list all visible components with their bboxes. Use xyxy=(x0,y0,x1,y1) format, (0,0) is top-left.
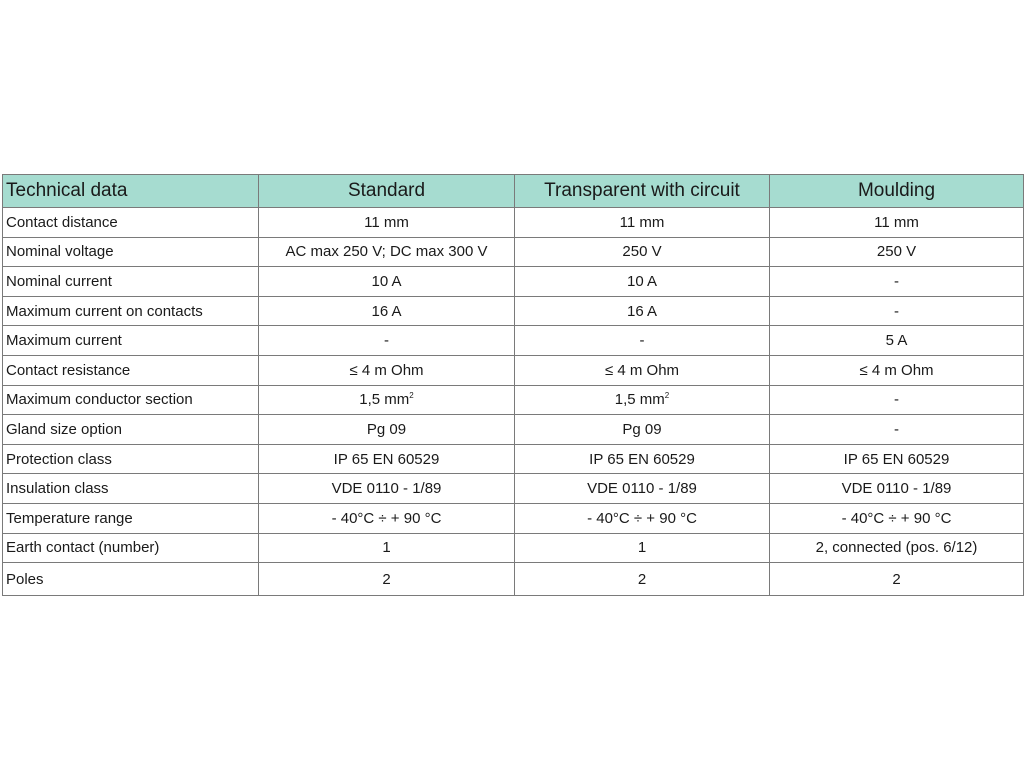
cell-standard: AC max 250 V; DC max 300 V xyxy=(259,237,515,267)
table-row xyxy=(3,444,1024,474)
cell-transparent-with-circuit: ≤ 4 m Ohm xyxy=(515,355,770,385)
cell-moulding: 5 A xyxy=(770,326,1024,356)
cell-standard: 16 A xyxy=(259,296,515,326)
cell-standard: VDE 0110 - 1/89 xyxy=(259,474,515,504)
cell-standard: 10 A xyxy=(259,267,515,297)
cell-transparent-with-circuit: - xyxy=(515,326,770,356)
table-row xyxy=(3,326,1024,356)
cell-label: Temperature range xyxy=(3,503,259,533)
cell-label: Maximum current xyxy=(3,326,259,356)
superscript-two: 2 xyxy=(409,391,414,401)
header-moulding: Moulding xyxy=(770,175,1024,208)
header-transparent-with-circuit: Transparent with circuit xyxy=(515,175,770,208)
cell-transparent-with-circuit: IP 65 EN 60529 xyxy=(515,444,770,474)
cell-moulding: - xyxy=(770,385,1024,415)
table-row xyxy=(3,563,1024,596)
cell-transparent-with-circuit: 1,5 $mm^2$ xyxy=(515,385,770,415)
cell-moulding: IP 65 EN 60529 xyxy=(770,444,1024,474)
cell-transparent-with-circuit: 10 A xyxy=(515,267,770,297)
cell-standard: 2 xyxy=(259,563,515,596)
cell-transparent-with-circuit: 11 mm xyxy=(515,208,770,238)
table-row xyxy=(3,355,1024,385)
cell-label: Maximum conductor section xyxy=(3,385,259,415)
table-row xyxy=(3,296,1024,326)
cell-moulding: - 40°C ÷ + 90 °C xyxy=(770,503,1024,533)
table-row xyxy=(3,503,1024,533)
cell-standard: IP 65 EN 60529 xyxy=(259,444,515,474)
cell-standard: 1,5 $mm^2$ xyxy=(259,385,515,415)
cell-transparent-with-circuit: 1 xyxy=(515,533,770,563)
cell-label: Protection class xyxy=(3,444,259,474)
superscript-two: 2 xyxy=(664,391,670,401)
cell-standard: Pg 09 xyxy=(259,415,515,445)
cell-standard: - 40°C ÷ + 90 °C xyxy=(259,503,515,533)
table-row xyxy=(3,237,1024,267)
cell-label: Nominal voltage xyxy=(3,237,259,267)
cell-label: Nominal current xyxy=(3,267,259,297)
header-standard: Standard xyxy=(259,175,515,208)
technical-data-table xyxy=(2,174,1024,596)
cell-transparent-with-circuit: - 40°C ÷ + 90 °C xyxy=(515,503,770,533)
table-row xyxy=(3,267,1024,297)
cell-moulding: - xyxy=(770,296,1024,326)
cell-moulding: - xyxy=(770,267,1024,297)
cell-label: Earth contact (number) xyxy=(3,533,259,563)
cell-moulding: ≤ 4 m Ohm xyxy=(770,355,1024,385)
header-row xyxy=(3,175,1024,208)
table-body xyxy=(3,208,1024,596)
header-technical-data: Technical data xyxy=(3,175,259,208)
cell-transparent-with-circuit: VDE 0110 - 1/89 xyxy=(515,474,770,504)
cell-standard: 11 mm xyxy=(259,208,515,238)
table-row xyxy=(3,415,1024,445)
cell-transparent-with-circuit: Pg 09 xyxy=(515,415,770,445)
cell-moulding: 11 mm xyxy=(770,208,1024,238)
cell-transparent-with-circuit: 16 A xyxy=(515,296,770,326)
cell-standard: ≤ 4 m Ohm xyxy=(259,355,515,385)
cell-label: Gland size option xyxy=(3,415,259,445)
cell-standard: 1 xyxy=(259,533,515,563)
cell-transparent-with-circuit: 2 xyxy=(515,563,770,596)
cell-moulding: 2, connected (pos. 6/12) xyxy=(770,533,1024,563)
cell-transparent-with-circuit: 250 V xyxy=(515,237,770,267)
table-row xyxy=(3,533,1024,563)
cell-moulding: 2 xyxy=(770,563,1024,596)
cell-moulding: VDE 0110 - 1/89 xyxy=(770,474,1024,504)
table-row xyxy=(3,474,1024,504)
cell-label: Poles xyxy=(3,563,259,596)
cell-moulding: - xyxy=(770,415,1024,445)
cell-moulding: 250 V xyxy=(770,237,1024,267)
cell-label: Maximum current on contacts xyxy=(3,296,259,326)
table-row xyxy=(3,208,1024,238)
cell-label: Contact resistance xyxy=(3,355,259,385)
table-header xyxy=(3,175,1024,208)
cell-label: Contact distance xyxy=(3,208,259,238)
cell-label: Insulation class xyxy=(3,474,259,504)
table-row xyxy=(3,385,1024,415)
cell-standard: - xyxy=(259,326,515,356)
